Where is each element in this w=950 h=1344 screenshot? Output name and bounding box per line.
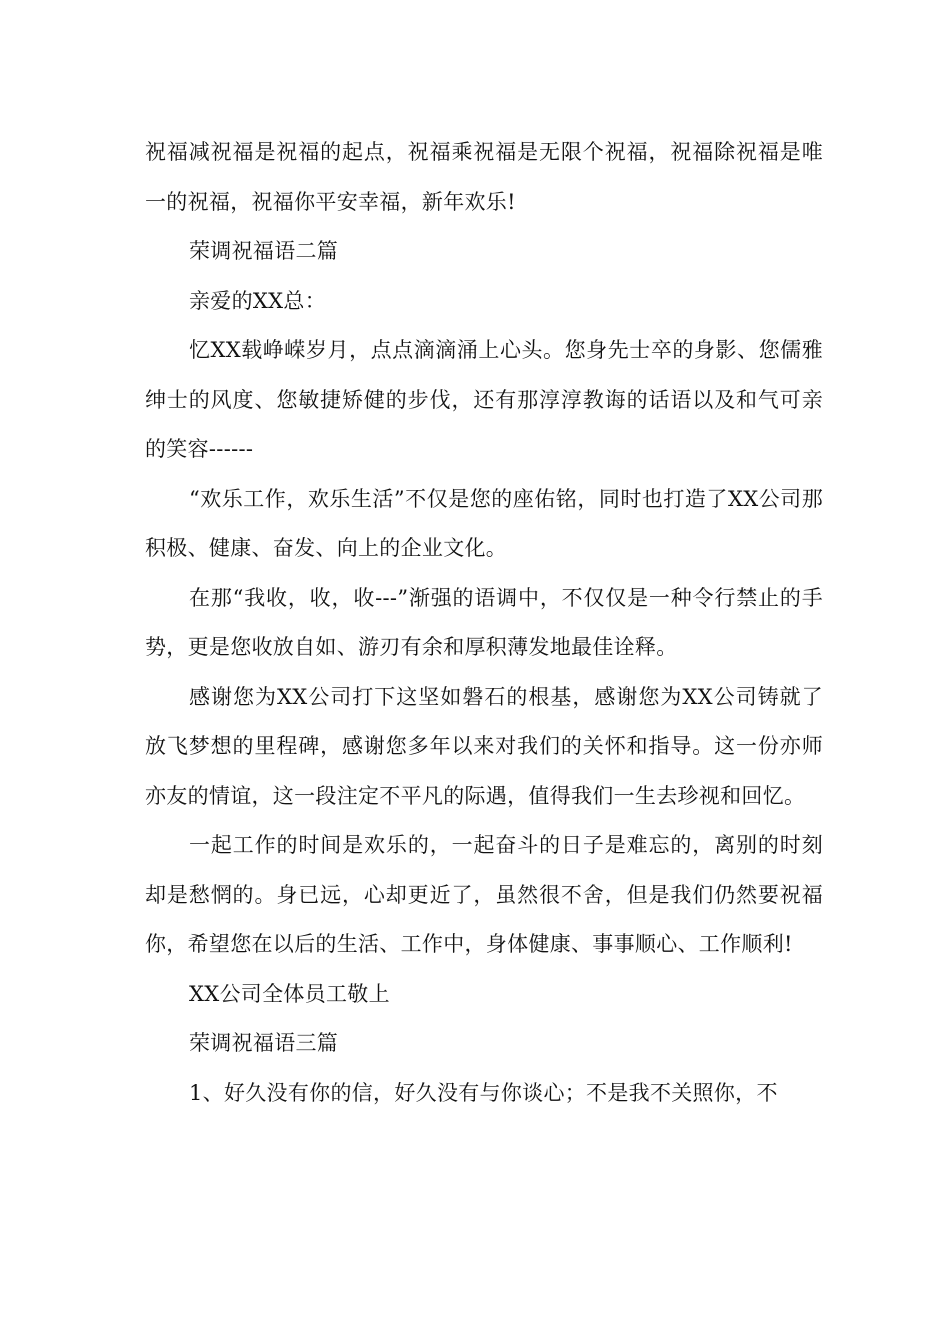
salutation: 亲爱的XX总： — [189, 288, 326, 313]
list-item-1: 1、好久没有你的信，好久没有与你谈心；不是我不关照你，不 — [189, 1080, 778, 1105]
paragraph-1: 祝福减祝福是祝福的起点，祝福乘祝福是无限个祝福，祝福除祝福是唯一的祝福，祝福你平安幸福，新年欢乐! — [145, 140, 823, 214]
signature-line: XX公司全体员工敬上 — [189, 981, 390, 1006]
paragraph-farewell: 一起工作的时间是欢乐的，一起奋斗的日子是难忘的，离别的时刻却是愁惘的。身已远，心却更近了，虽然很不舍，但是我们仍然要祝福你，希望您在以后的生活、工作中，身体健康、事事顺心、工作顺利! — [145, 833, 823, 956]
paragraph-thanks: 感谢您为XX公司打下这坚如磐石的根基，感谢您为XX公司铸就了放飞梦想的里程碑，感谢您多年以来对我们的关怀和指导。这一份亦师亦友的情谊，这一段注定不平凡的际遇，值得我们一生去珍视和回忆。 — [145, 684, 823, 808]
paragraph-memory: 忆XX载峥嵘岁月，点点滴滴涌上心头。您身先士卒的身影、您儒雅绅士的风度、您敏捷矫健的步伐，还有那淳淳教诲的话语以及和气可亲的笑容------ — [145, 338, 823, 461]
paragraph-motto: “欢乐工作，欢乐生活”不仅是您的座佑铭，同时也打造了XX公司那积极、健康、奋发、向上的企业文化。 — [145, 486, 823, 560]
section-heading-3: 荣调祝福语三篇 — [189, 1031, 339, 1055]
section-heading-2: 荣调祝福语二篇 — [189, 239, 339, 263]
paragraph-gesture: 在那“我收，收，收---”渐强的语调中，不仅仅是一种令行禁止的手势，更是您收放自如、游刃有余和厚积薄发地最佳诠释。 — [145, 585, 823, 659]
document-body — [145, 128, 823, 1118]
